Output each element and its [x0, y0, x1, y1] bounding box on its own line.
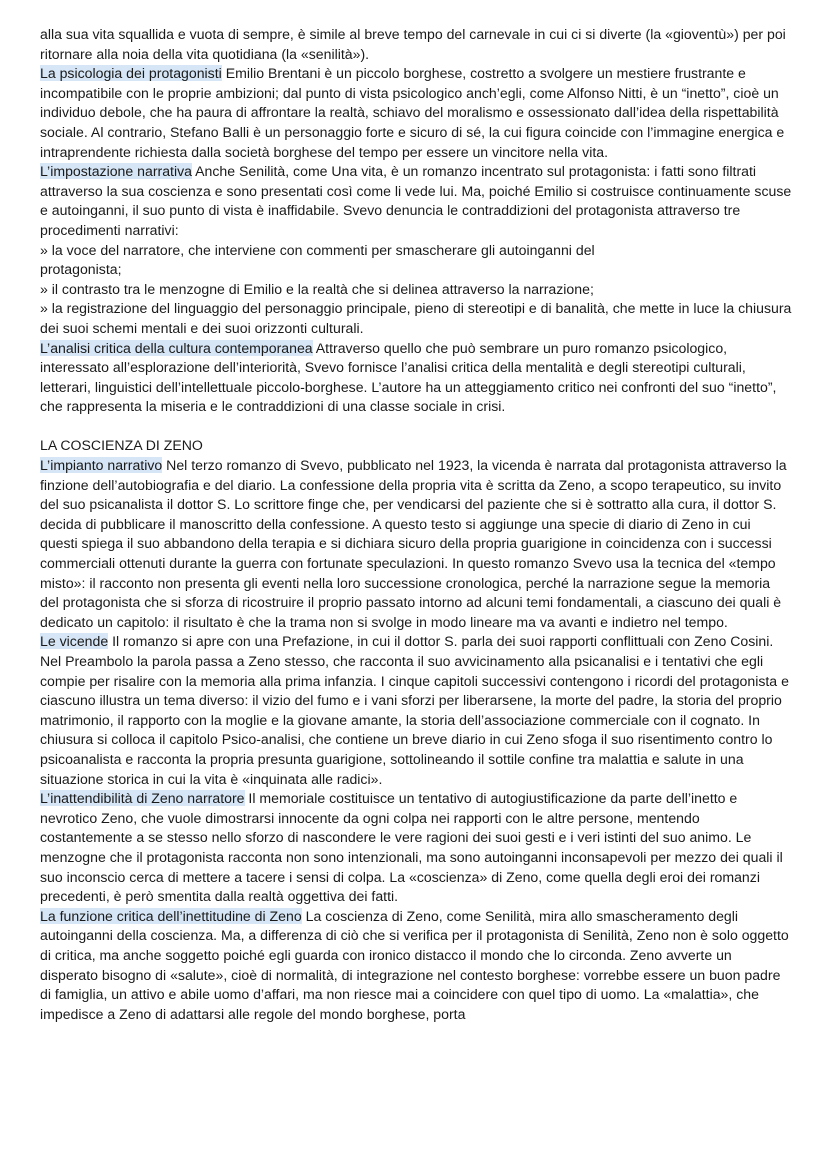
- highlighted-heading: L’impostazione narrativa: [40, 163, 192, 180]
- document-page: [40, 25, 792, 1024]
- paragraph-text: Nel terzo romanzo di Svevo, pubblicato nel 1923, la vicenda è narrata dal protagonista attraverso la finzione dell’autobiografia e del diario. La confessione della propria vita è scritta da Zeno, a scopo terapeutico, su invito del suo psicanalista il dottor S. Lo scrittore finge che, per vendicarsi del paziente che si è sottratto alla cura, il dottor S. decida di pubblicare il manoscritto della confessione. A questo testo si aggiunge una specie di diario di Zeno in cui questi spiega il suo abbandono della terapia e si dichiara sicuro della propria guarigione in coincidenza con i successi commerciali ottenuti durante la guerra con fortunate speculazioni. In questo romanzo Svevo usa la tecnica del «tempo misto»: il racconto non presenta gli eventi nella loro successione cronologica, perché la narrazione segue la memoria del protagonista che si sforza di ricostruire il proprio passato intorno ad alcuni temi fondamentali, a ciascuno dei quali è dedicato un capitolo: il risultato è che la trama non si svolge in modo lineare ma va avanti e indietro nel tempo.: [40, 457, 787, 630]
- paragraph-text: Attraverso quello che può sembrare un puro romanzo psicologico, interessato all’esplorazione dell’interiorità, Svevo fornisce l’analisi critica della mentalità e degli stereotipi culturali, letterari, linguistici dell’intellettuale piccolo-borghese. L’autore ha un atteggiamento critico nei confronti del suo “inetto”, che rappresenta la miseria e le contraddizioni di una classe sociale in crisi.: [40, 339, 777, 415]
- paragraph-analisi: [40, 339, 792, 417]
- highlighted-heading: La funzione critica dell’inettitudine di Zeno: [40, 907, 302, 924]
- paragraph-text: Il romanzo si apre con una Prefazione, in cui il dottor S. parla dei suoi rapporti conflittuali con Zeno Cosini. Nel Preambolo la parola passa a Zeno stesso, che racconta il suo avvicinamento alla psicanalisi e i tentativi che egli compie per risalire con la memoria alla prima infanzia. I cinque capitoli successivi contengono i ricordi del protagonista e ciascuno illustra un tema diverso: il vizio del fumo e i vani sforzi per liberarsene, la morte del padre, la storia del proprio matrimonio, il rapporto con la moglie e la giovane amante, la storia dell’associazione commerciale con il cognato. In chiusura si colloca il capitolo Psico-analisi, che contiene un breve diario in cui Zeno sfoga il suo risentimento contro lo psicoanalista e racconta la propria presunta guarigione, sottolineando il sottile confine tra malattia e salute in una situazione storica in cui la vita è «inquinata alle radici».: [40, 633, 789, 787]
- paragraph-inattendibilita: [40, 789, 792, 907]
- bullet-item: » il contrasto tra le menzogne di Emilio e la realtà che si delinea attraverso la narrazione;: [40, 280, 594, 297]
- highlighted-heading: Le vicende: [40, 633, 109, 650]
- paragraph-carnevale: [40, 25, 792, 64]
- paragraph-vicende: [40, 632, 792, 789]
- paragraph-psicologia: [40, 64, 792, 162]
- bullet-item: protagonista;: [40, 261, 122, 278]
- paragraph-text: alla sua vita squallida e vuota di sempre, è simile al breve tempo del carnevale in cui ci si diverte (la «gioventù») per poi ritornare alla noia della vita quotidiana (la «senilità»).: [40, 26, 786, 62]
- highlighted-heading: L’analisi critica della cultura contemporanea: [40, 339, 313, 356]
- bullet-item: » la registrazione del linguaggio del personaggio principale, pieno di stereotipi e di banalità, che mette in luce la chiusura dei suoi schemi mentali e dei suoi orizzonti culturali.: [40, 300, 792, 336]
- highlighted-heading: L’impianto narrativo: [40, 457, 163, 474]
- highlighted-heading: L’inattendibilità di Zeno narratore: [40, 790, 245, 807]
- paragraph-impianto: [40, 456, 792, 632]
- blank-line: [40, 417, 792, 437]
- bullet-item: » la voce del narratore, che interviene con commenti per smascherare gli autoinganni del: [40, 241, 595, 258]
- paragraph-impostazione: [40, 162, 792, 240]
- highlighted-heading: La psicologia dei protagonisti: [40, 65, 222, 82]
- paragraph-text: Il memoriale costituisce un tentativo di autogiustificazione da parte dell’inetto e nevrotico Zeno, che vuole dimostrarsi innocente da ogni colpa nei rapporti con le altre persone, mentendo costantemente a se stesso nello sforzo di nascondere le vere ragioni dei suoi gesti e i veri istinti del suo animo. Le menzogne che il protagonista racconta non sono intenzionali, ma sono autoinganni inconsapevoli per mezzo dei quali il suo inconscio cerca di mettere a tacere i sensi di colpa. La «coscienza» di Zeno, come quella degli eroi dei romanzi precedenti, è però smentita dalla realtà oggettiva dei fatti.: [40, 790, 783, 905]
- paragraph-text: La coscienza di Zeno, come Senilità, mira allo smascheramento degli autoinganni della coscienza. Ma, a differenza di ciò che si verifica per il protagonista di Senilità, Zeno non è solo oggetto di critica, ma anche soggetto poiché egli guarda con ironico distacco il mondo che lo circonda. Zeno avverte un disperato bisogno di «salute», cioè di normalità, di integrazione nel contesto borghese: vorrebbe essere un buon padre di famiglia, un attivo e abile uomo d’affari, ma non riesce mai a coincidere con quel tipo di uomo. La «malattia», che impedisce a Zeno di adattarsi alle regole del mondo borghese, porta: [40, 907, 789, 1022]
- section-title: LA COSCIENZA DI ZENO: [40, 437, 203, 454]
- paragraph-funzione-critica: [40, 907, 792, 1025]
- paragraph-text: Emilio Brentani è un piccolo borghese, costretto a svolgere un mestiere frustrante e incompatibile con le proprie ambizioni; dal punto di vista psicologico anch’egli, come Alfonso Nitti, è un “inetto”, cioè un individuo debole, che ha paura di affrontare la realtà, schiavo del moralismo e ossessionato dall’idea della rispettabilità sociale. Al contrario, Stefano Balli è un personaggio forte e sicuro di sé, la cui figura coincide con l’immagine energica e intraprendente richiesta dalla società borghese del tempo per essere un vincitore nella vita.: [40, 65, 785, 160]
- paragraph-text: Anche Senilità, come Una vita, è un romanzo incentrato sul protagonista: i fatti sono filtrati attraverso la sua coscienza e sono presentati così come li vede lui. Ma, poiché Emilio si costruisce continuamente scuse e autoinganni, il suo punto di vista è inaffidabile. Svevo denuncia le contraddizioni del protagonista attraverso tre procedimenti narrativi:: [40, 163, 792, 238]
